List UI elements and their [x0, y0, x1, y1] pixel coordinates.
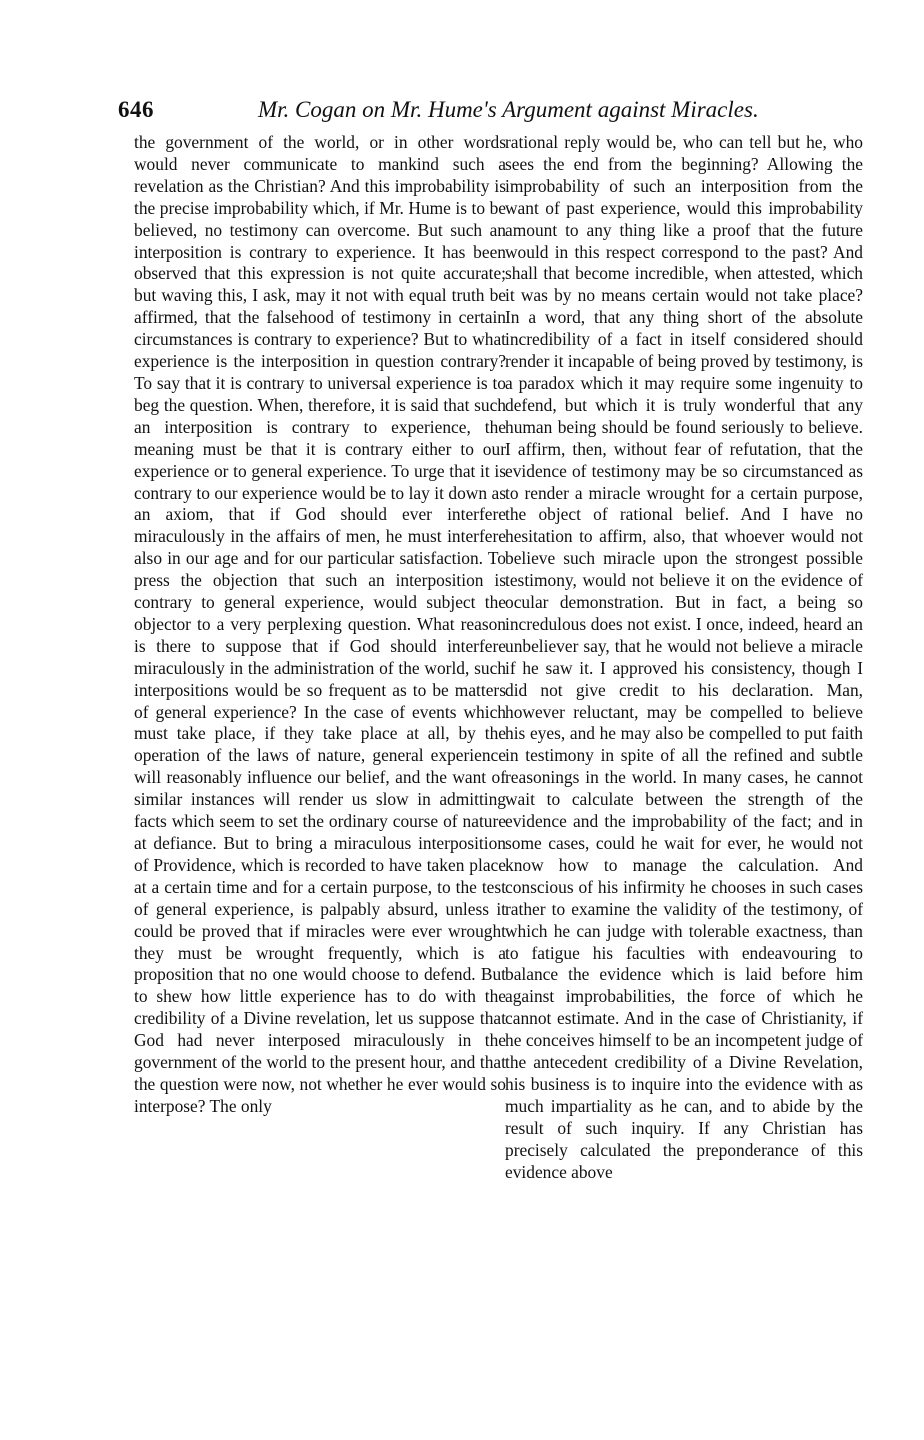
- running-title: Mr. Cogan on Mr. Hume's Argument against Miracles.: [258, 97, 759, 122]
- running-head: [118, 97, 838, 129]
- body-paragraph: the government of the world, or in other words would never communicate to mankind such a revelation as the Christian? And this improbability is the precise improbability which, if Mr. Hume is to be believed, no testimony can overcome. But such an interposition is contrary to experience. It has been observed that this expression is not quite accurate; but waving this, I ask, may it not with equal truth be affirmed, that the falsehood of testimony in certain circumstances is contrary to experience? But to what experience is the interposition in question contrary? To say that it is contrary to universal experience is to beg the question. When, therefore, it is said that such an interposition is contrary to experience, the meaning must be that it is contrary either to our experience or to general experience. To urge that it is contrary to our experience would be to lay it down as an axiom, that if God should ever interfere miraculously in the affairs of men, he must interfere also in our age and for our particular satisfaction. To press the objection that such an interposition is contrary to general experience, would subject the objector to a very perplexing question. What reason is there to suppose that if God should interfere miraculously in the administration of the world, such interpositions would be so frequent as to be matters of general experience? In the case of events which must take place, if they take place at all, by the operation of the laws of nature, general experience will reasonably influence our belief, and the want of similar instances will render us slow in admitting facts which seem to set the ordinary course of nature at defiance. But to bring a miraculous interposition of Providence, which is recorded to have taken place at a certain time and for a certain purpose, to the test of general experience, is palpably absurd, unless it could be proved that if miracles were ever wrought they must be wrought frequently, which is a proposition that no one would choose to defend. But to shew how little experience has to do with the credibility of a Divine revelation, let us suppose that God had never interposed miraculously in the government of the world to the present hour, and that the question were now, not whether he ever would so interpose? The only: [134, 132, 506, 1116]
- text-column-left: [134, 132, 506, 1118]
- body-paragraph: rational reply would be, who can tell but he, who sees the end from the beginning? Allowing the improbability of such an interposition from the want of past experience, would this improbability amount to any thing like a proof that the future would in this respect correspond to the past? And shall that become incredible, when attested, which it was by no means certain would not take place? In a word, that any thing short of the absolute incredibility of a fact in itself considered should render it incapable of being proved by testimony, is a paradox which it may require some ingenuity to defend, but which it is truly wonderful that any human being should be found seriously to believe. I affirm, then, without fear of refutation, that the evidence of testimony may be so circumstanced as to render a miracle wrought for a certain purpose, the object of rational belief. And I have no hesitation to affirm, also, that whoever would not believe such miracle upon the strongest possible testimony, would not believe it on the evidence of ocular demonstration. But in fact, a being so incredulous does not exist. I once, indeed, heard an unbeliever say, that he would not believe a miracle if he saw it. I approved his consistency, though I did not give credit to his declaration. Man, however reluctant, may be compelled to believe his eyes, and he may also be compelled to put faith in testimony in spite of all the refined and subtle reasonings in the world. In many cases, he cannot wait to calculate between the strength of the evidence and the improbability of the fact; and in some cases, could he wait for ever, he would not know how to manage the calculation. And conscious of his infirmity he chooses in such cases rather to examine the validity of the testimony, of which he can judge with tolerable exactness, than to fatigue his faculties with endeavouring to balance the evidence which is laid before him against improbabilities, the force of which he cannot estimate. And in the case of Christianity, if he conceives himself to be an incompetent judge of the antecedent credibility of a Divine Revelation, his business is to inquire into the evidence with as much impartiality as he can, and to abide by the result of such inquiry. If any Christian has precisely calculated the preponderance of this evidence above: [505, 132, 863, 1182]
- page-number: 646: [118, 97, 154, 122]
- text-column-right: [505, 132, 863, 1184]
